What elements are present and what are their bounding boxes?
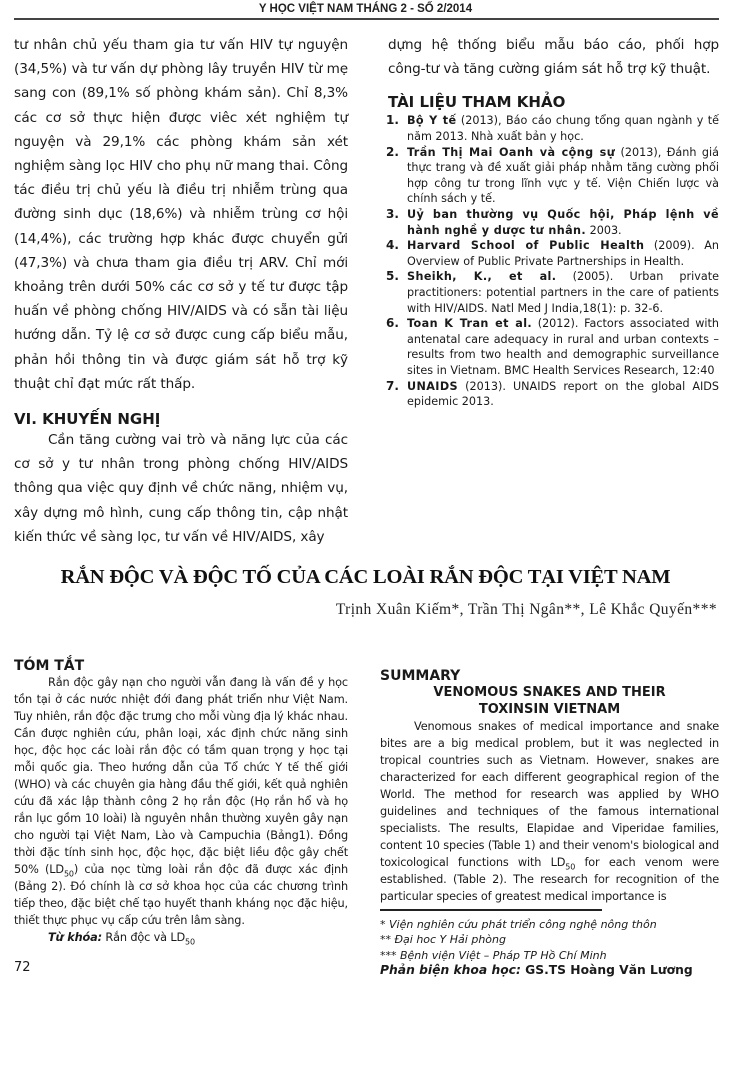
header-rule — [14, 18, 719, 20]
summary-heading: SUMMARY — [380, 668, 461, 684]
reference-item — [386, 379, 719, 410]
reference-text: (2005). Urban private practitioners: potential partners in the care of patients with HIV/AIDS. Natl Med J India,18(1): p. 32-6. — [407, 270, 719, 315]
recommendation-paragraph: Cần tăng cường vai trò và năng lực của các cơ sở y tư nhân trong phòng chống HIV/AIDS thông qua việc quy định về chức năng, nhiệm vụ, xây dựng mô hình, cung cấp thông tin, cập nhật kiến thức về sàng lọc, tư vấn về HIV/AIDS, xây — [14, 432, 348, 545]
keywords-text: Rắn độc và LD — [101, 931, 186, 944]
reference-text: (2013). UNAIDS report on the global AIDS epidemic 2013. — [407, 379, 719, 409]
abstract-paragraph — [14, 674, 348, 929]
summary-title — [380, 684, 719, 718]
footnotes — [380, 917, 719, 979]
right-column-top — [386, 33, 719, 410]
references-heading: TÀI LIỆU THAM KHẢO — [388, 93, 566, 112]
page-number: 72 — [14, 960, 31, 975]
summary-title-line: TOXINSIN VIETNAM — [478, 702, 621, 717]
references-list — [386, 113, 719, 409]
reference-number: 5. — [386, 269, 399, 284]
left-column-bottom — [14, 658, 348, 975]
abstract-text: Rắn độc gây nạn cho người vẫn đang là vấn đề y học tồn tại ở các nước nhiệt đới đang phát triển như Việt Nam. Tuy nhiên, rắn độc đặc trưng cho mỗi vùng địa lý khác nhau. Cần được nghiên cứu, phân loại, xác định chức năng sinh học, độc học các loài rắn độc có tầm quan trọng y học tại mỗi quốc gia. Theo hướng dẫn của Tổ chức Y tế thế giới (WHO) và các chuyên gia hàng đầu thế giới, kết quả nghiên cứu đã xác lập thành công 2 họ rắn độc (Họ rắn hổ và họ rắn lục gồm 10 loài) là nguyên nhân thường xuyên gây nạn cho người tại Việt Nam, Lào và Campuchia (Bảng1). Đồng thời đặc tính sinh học, độc học, đặc biệt liều độc gây chết 50% (LD — [14, 676, 348, 876]
reference-text: 2003. — [586, 223, 622, 237]
reference-item — [386, 207, 719, 238]
journal-header: Y HỌC VIỆT NAM THÁNG 2 - SỐ 2/2014 — [258, 3, 473, 15]
summary-text: Venomous snakes of medical importance and snake bites are a big medical problem, but it was neglected in tropical countries such as Vietnam. However, snakes are characterized for each different geographical region of the World. The method for research was applied by WHO guidelines and techniques of the famous international specialists. The results, Elapidae and Viperidae families, content 10 species (Table 1) and their venom's biological and toxicological functions with LD — [380, 720, 719, 869]
summary-text-continued: for each venom were established. (Table 2). The research for recognition of the particular species of greatest medical importance is — [380, 856, 719, 903]
footnote-affiliation: * Viện nghiên cứu phát triển công nghệ nông thôn — [380, 917, 657, 931]
ld50-subscript: 50 — [63, 869, 74, 879]
reference-author: Uỷ ban thường vụ Quốc hội, Pháp lệnh về hành nghề y dược tư nhân. — [407, 207, 719, 237]
summary-title-line: VENOMOUS SNAKES AND THEIR — [433, 685, 666, 700]
reference-text: (2013), Đánh giá thực trang và đề xuất giải pháp nhằm tăng cường phối hợp công tư trong lĩnh vực y tế. Viện Chiến lược và chính sách y tế. — [407, 145, 719, 206]
reference-number: 7. — [386, 378, 399, 393]
right-column-bottom — [380, 668, 719, 979]
keywords-label: Từ khóa: — [48, 931, 102, 944]
reviewer-name: GS.TS Hoàng Văn Lương — [520, 963, 693, 977]
recommendation-continued: dựng hệ thống biểu mẫu báo cáo, phối hợp công-tư và tăng cường giám sát hỗ trợ kỹ thuật. — [388, 37, 719, 78]
reference-item — [386, 269, 719, 316]
conclusion-paragraph: tư nhân chủ yếu tham gia tư vấn HIV tự nguyện (34,5%) và tư vấn dự phòng lây truyền HIV từ mẹ sang con (89,1% số phòng khám sản). Chỉ 8,3% các cơ sở thực hiện được viêc xét nghiệm tự nguyện và 29,1% các phòng khám sản xét nghiệm sàng lọc HIV cho phụ nữ mang thai. Công tác điều trị chủ yếu là điều trị nhiễm trùng qua đường sinh dục (18,6%) và nhiễm trùng cơ hội (14,4%), các trường hợp khác được chuyển gửi (47,3%) và chưa tham gia điều trị ARV. Chỉ mới khoảng trên dưới 50% các cơ sở y tế tư được tập huấn về phòng chống HIV/AIDS và có sẵn tài liệu hướng dẫn. Tỷ lệ cơ sở được cung cấp biểu mẫu, phản hồi thông tin và được giám sát hỗ trợ kỹ thuật chỉ đạt mức rất thấp. — [14, 37, 348, 392]
reference-number: 6. — [386, 316, 399, 331]
reference-author: UNAIDS — [407, 379, 459, 393]
left-column-top — [14, 33, 348, 549]
summary-paragraph — [380, 718, 719, 905]
reference-item — [386, 316, 719, 378]
reference-number: 1. — [386, 113, 399, 128]
footnote-affiliation: *** Bệnh viện Việt – Pháp TP Hồ Chí Minh — [380, 948, 607, 962]
ld50-subscript: 50 — [185, 937, 195, 947]
reference-item — [386, 113, 719, 144]
abstract-text-continued: ) của nọc từng loài rắn độc đã được xác định (Bảng 2). Đó chính là cơ sở khoa học của các chương trình tiếp theo, đặc biệt chế tạo huyết thanh kháng nọc đặc hiệu, thiết thực phục vụ cấp cứu trên lâm sàng. — [14, 863, 348, 927]
footnote-affiliation: ** Đại hoc Y Hải phòng — [380, 933, 506, 946]
reference-text: (2013), Báo cáo chung tổng quan ngành y tế năm 2013. Nhà xuất bản y học. — [407, 114, 719, 143]
reference-number: 4. — [386, 238, 399, 253]
reference-item — [386, 238, 719, 269]
article-title: RẮN ĐỘC VÀ ĐỘC TỐ CỦA CÁC LOÀI RẮN ĐỘC TẠI VIỆT NAM — [60, 566, 671, 588]
keywords — [14, 929, 348, 946]
abstract-heading: TÓM TẮT — [14, 658, 85, 674]
reference-author: Harvard School of Public Health — [407, 239, 645, 253]
footnote-rule — [380, 909, 602, 911]
article-authors: Trịnh Xuân Kiếm*, Trần Thị Ngân**, Lê Khắc Quyến*** — [335, 601, 717, 618]
reference-author: Sheikh, K., et al. — [407, 270, 557, 284]
ld50-subscript: 50 — [565, 862, 576, 872]
reference-number: 3. — [386, 206, 399, 221]
reference-item — [386, 145, 719, 207]
reference-number: 2. — [386, 144, 399, 159]
reviewer-line — [380, 963, 719, 979]
reviewer-label: Phản biện khoa học: — [380, 963, 521, 977]
reference-author: Bộ Y tế — [407, 114, 457, 128]
recommendation-heading: VI. KHUYẾN NGHỊ — [14, 410, 161, 429]
reference-text: (2009). An Overview of Public Private Partnerships in Health. — [407, 239, 719, 268]
reference-text: (2012). Factors associated with antenatal care adequacy in rural and urban contexts – results from two health and demographic surveillance sites in Vietnam. BMC Health Services Research, 12:40 — [407, 317, 719, 377]
reference-author: Toan K Tran et al. — [407, 317, 533, 331]
reference-author: Trần Thị Mai Oanh và cộng sự — [407, 145, 616, 159]
